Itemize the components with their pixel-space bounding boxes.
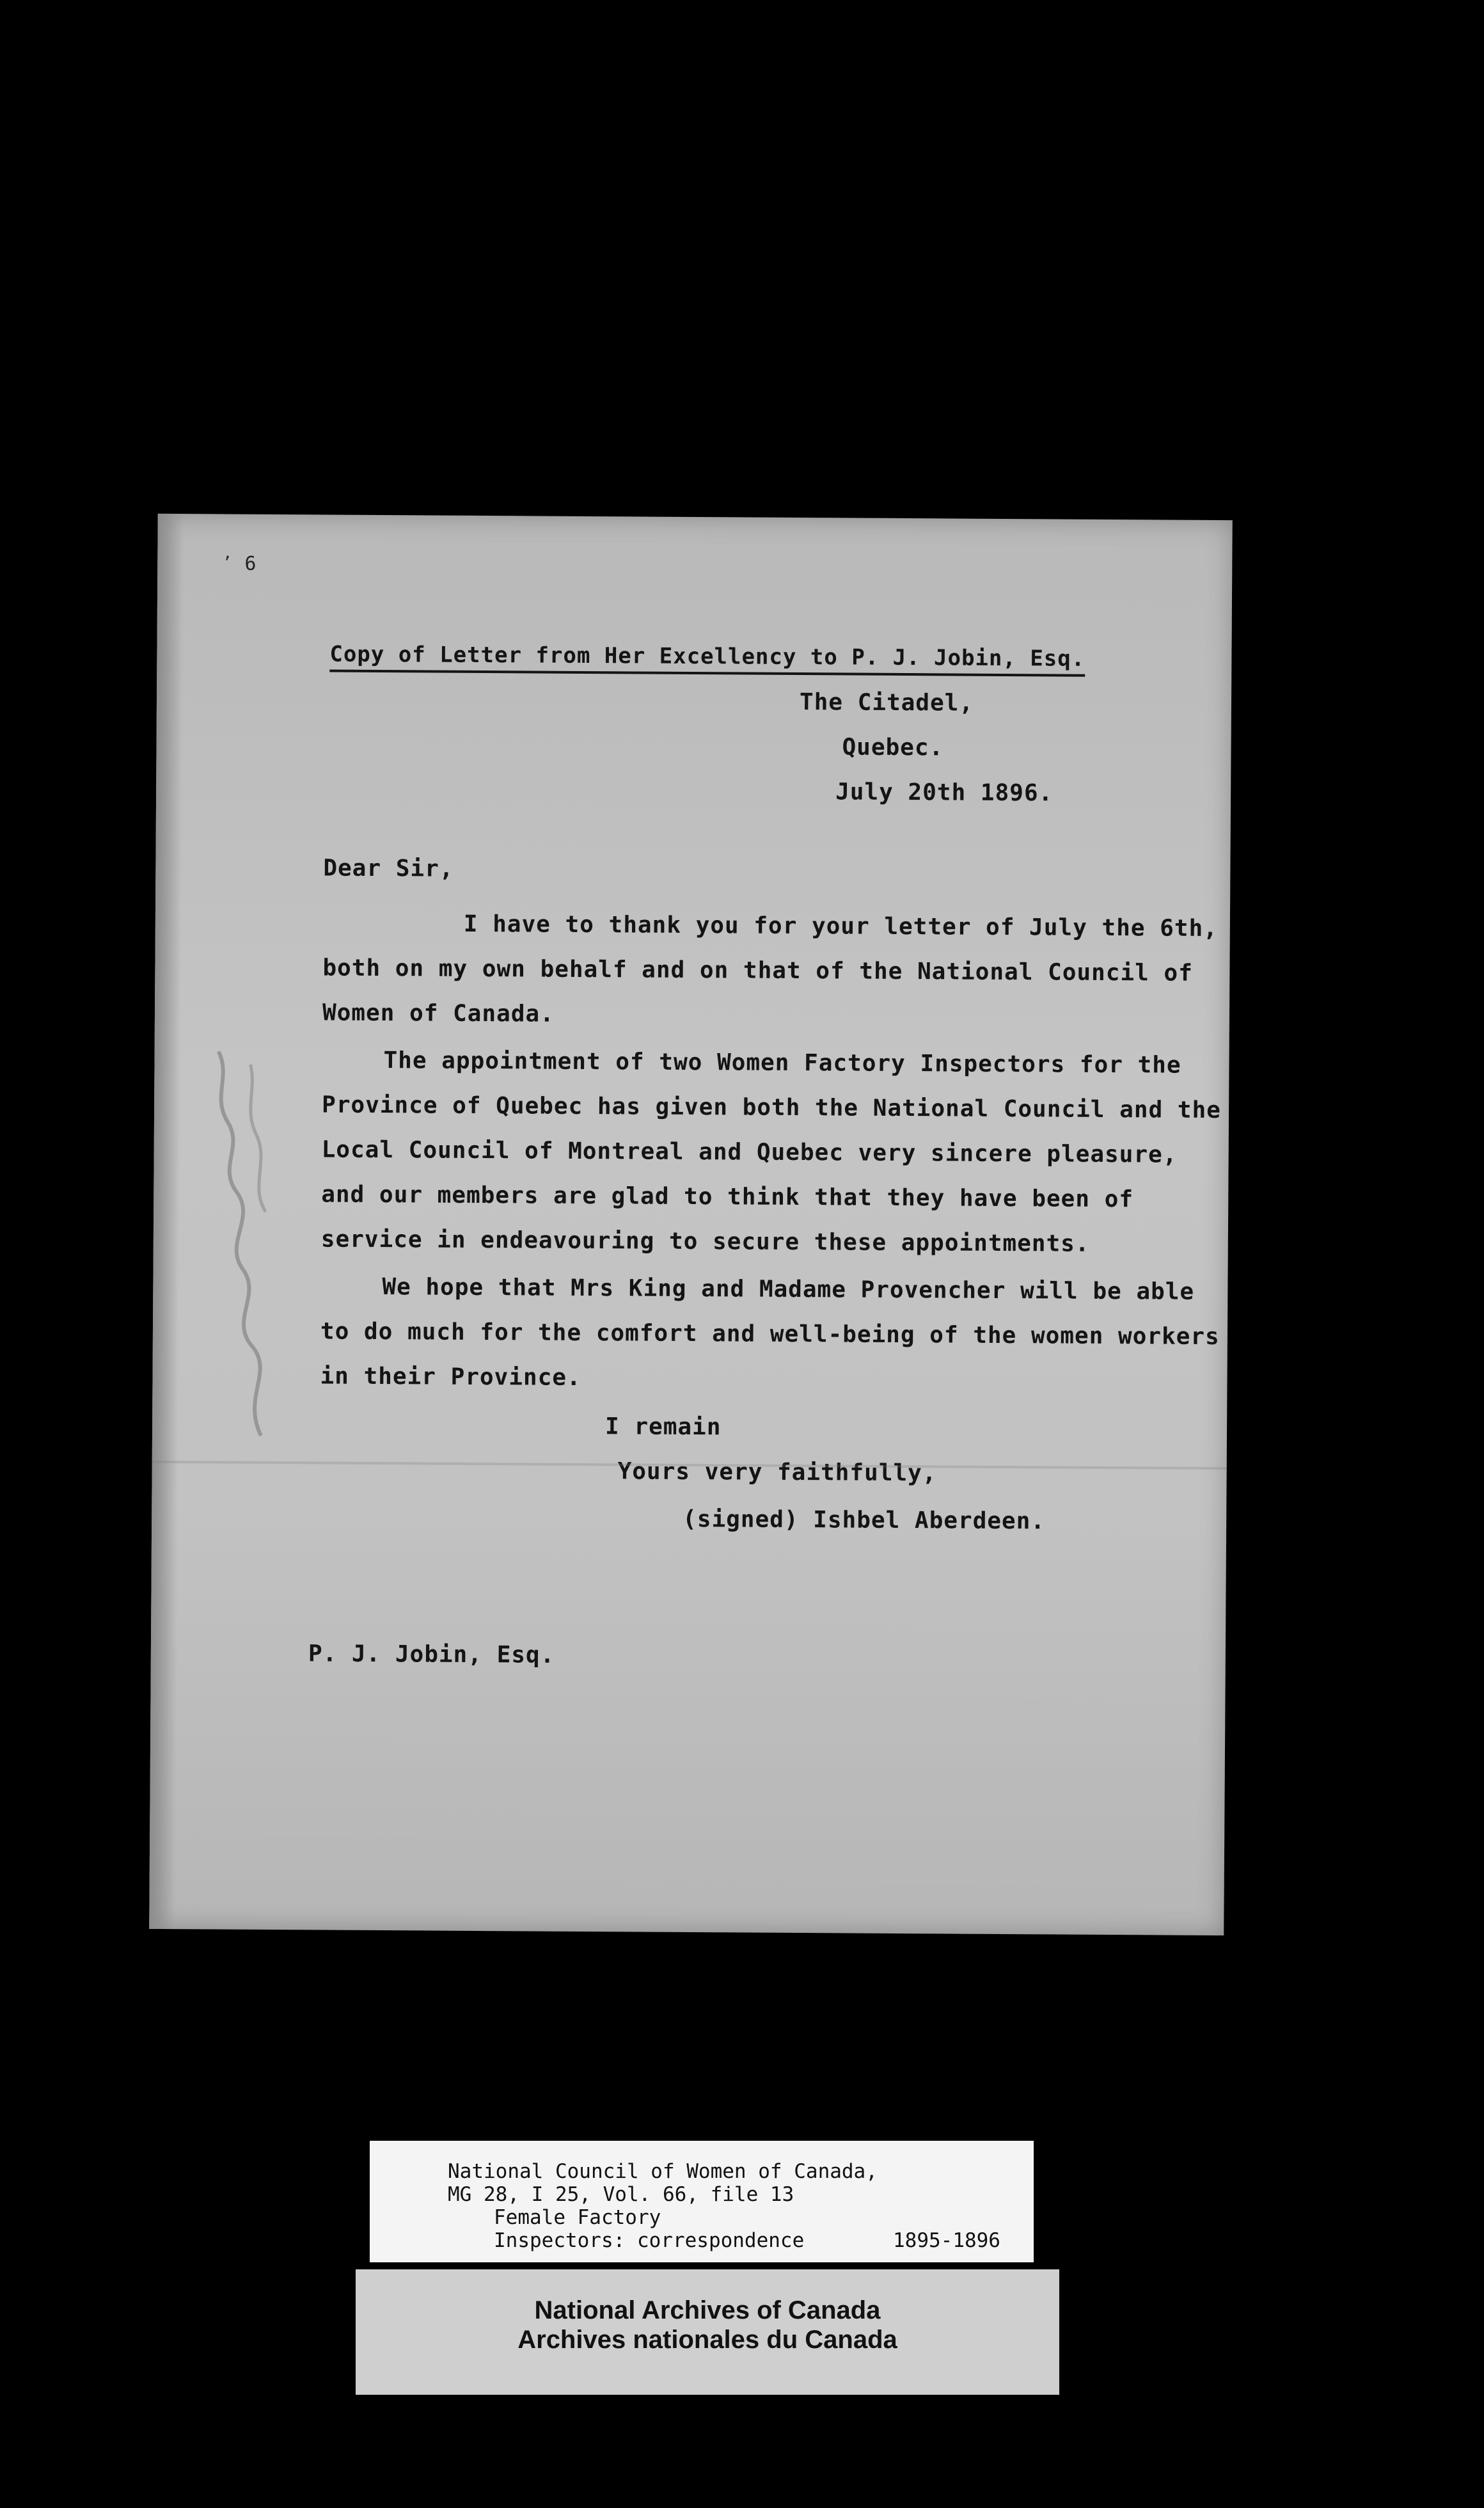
letter-date: July 20th 1896. bbox=[835, 779, 1054, 807]
label-years: 1895-1896 bbox=[893, 2229, 1000, 2252]
address-line-2: Quebec. bbox=[842, 734, 944, 761]
margin-pencil-notes-icon bbox=[191, 1038, 296, 1448]
body-line: service in endeavouring to secure these appointments. bbox=[320, 1226, 1090, 1257]
label-line-4: Inspectors: correspondence bbox=[494, 2229, 805, 2252]
corner-marks: ٬ 6 bbox=[221, 552, 257, 575]
address-line-1: The Citadel, bbox=[799, 689, 974, 717]
signature: (signed) Ishbel Aberdeen. bbox=[683, 1505, 1046, 1535]
letter-heading: Copy of Letter from Her Excellency to P. J. Jobin, Esq. bbox=[329, 642, 1085, 677]
stamp-french: Archives nationales du Canada bbox=[517, 2326, 897, 2354]
body-line: Local Council of Montreal and Quebec very sincere pleasure, bbox=[321, 1136, 1178, 1168]
label-line-3: Female Factory bbox=[494, 2206, 661, 2229]
body-line: and our members are glad to think that they have been of bbox=[321, 1181, 1134, 1213]
body-line: We hope that Mrs King and Madame Provencher will be able bbox=[382, 1274, 1195, 1305]
stamp-english: National Archives of Canada bbox=[534, 2296, 881, 2324]
body-line: The appointment of two Women Factory Inspectors for the bbox=[383, 1047, 1181, 1079]
archive-stamp bbox=[356, 2269, 1059, 2395]
letter-page bbox=[149, 514, 1232, 1935]
closing-yours: Yours very faithfully, bbox=[617, 1458, 937, 1487]
salutation: Dear Sir, bbox=[323, 855, 454, 882]
body-line: both on my own behalf and on that of the National Council of bbox=[322, 955, 1193, 987]
body-line: to do much for the comfort and well-being of the women workers bbox=[320, 1318, 1220, 1351]
label-line-1: National Council of Women of Canada, bbox=[448, 2160, 878, 2183]
body-line: I have to thank you for your letter of July the 6th, bbox=[463, 910, 1219, 942]
label-line-2: MG 28, I 25, Vol. 66, file 13 bbox=[448, 2183, 794, 2206]
archive-reference-label bbox=[370, 2141, 1034, 2262]
body-line: Women of Canada. bbox=[322, 999, 555, 1028]
closing-remain: I remain bbox=[604, 1413, 722, 1441]
body-line: Province of Quebec has given both the National Council and the bbox=[322, 1091, 1222, 1124]
body-line: in their Province. bbox=[320, 1363, 581, 1391]
recipient: P. J. Jobin, Esq. bbox=[308, 1640, 555, 1669]
